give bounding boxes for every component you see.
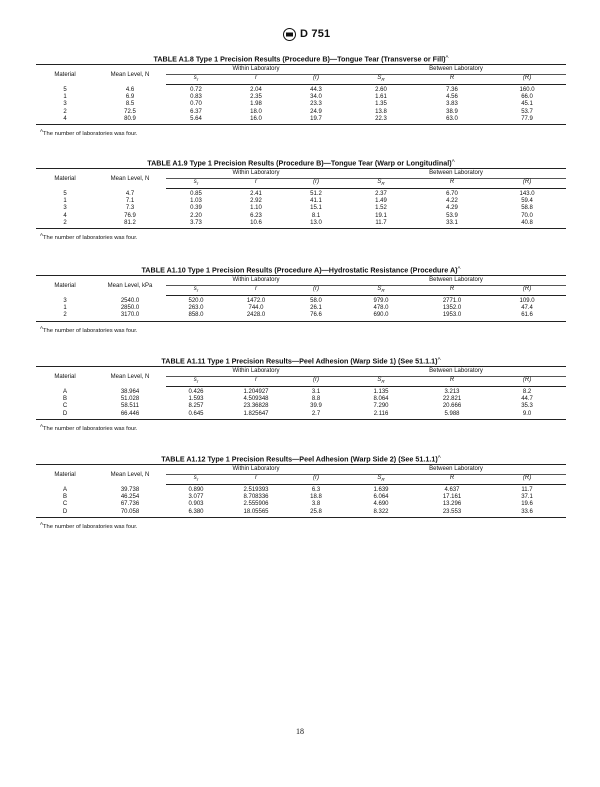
table-cell: 0.70 — [190, 101, 202, 108]
table-cell: 1.825647 — [226, 411, 286, 420]
table-cell: 1.35 — [375, 101, 387, 108]
table-cell: 5 — [63, 190, 67, 197]
table-cell: 1.593 — [188, 396, 204, 403]
r-paren-header: (r) — [286, 474, 346, 484]
table-cell: 25.8 — [286, 509, 346, 518]
table-cell: 2771.0 — [442, 297, 462, 304]
table-a1-9-block — [36, 156, 566, 241]
table-cell: 23.3 — [310, 101, 322, 108]
table-row — [36, 305, 566, 312]
table-cell: 8.5 — [125, 101, 135, 108]
table-cell: 1 — [63, 94, 67, 101]
table-cell: 8.1 — [311, 212, 321, 219]
table-cell: 81.2 — [94, 220, 166, 229]
precision-table — [36, 366, 566, 419]
table-cell: 0.426 — [188, 388, 204, 395]
table-cell: 2.116 — [346, 411, 416, 420]
table-cell: 8.8 — [311, 396, 321, 403]
table-cell: 70.058 — [94, 509, 166, 518]
mean-level-header: Mean Level, kPa — [94, 276, 166, 296]
table-row — [36, 213, 566, 220]
table-cell: 5.64 — [166, 116, 226, 125]
mean-level-header: Mean Level, N — [94, 65, 166, 85]
table-row — [36, 109, 566, 116]
table-cell: 2 — [36, 312, 94, 321]
table-cell: 1.10 — [250, 205, 262, 212]
table-cell: B — [62, 494, 67, 501]
within-lab-header: Within Laboratory — [166, 169, 346, 178]
table-row — [36, 396, 566, 403]
R-header: R — [416, 285, 488, 295]
r-header: r — [226, 474, 286, 484]
table-cell: 4.56 — [446, 94, 458, 101]
table-row — [36, 84, 566, 94]
table-cell: 8.322 — [346, 509, 416, 518]
table-cell: 76.9 — [124, 212, 136, 219]
table-cell: 39.738 — [120, 486, 140, 493]
page-header — [0, 26, 600, 46]
table-cell: 4.6 — [125, 86, 135, 93]
table-cell: A — [62, 388, 67, 395]
mean-level-header: Mean Level, N — [94, 169, 166, 189]
table-cell: 67.736 — [120, 501, 140, 508]
table-footnote: $^A$The number of laboratories was four. — [40, 324, 138, 334]
table-cell: 3.8 — [311, 501, 321, 508]
table-cell: 1352.0 — [442, 305, 462, 312]
sr-header: $s_r$ — [166, 74, 226, 84]
table-cell: 44.3 — [310, 86, 322, 93]
table-row — [36, 403, 566, 410]
table-cell: 17.161 — [442, 494, 462, 501]
table-cell: 19.1 — [375, 212, 387, 219]
table-cell: 8.064 — [373, 396, 389, 403]
table-cell: 58.0 — [310, 297, 322, 304]
material-header: Material — [36, 465, 94, 485]
sR-header: $S_R$ — [346, 285, 416, 295]
table-cell: 26.1 — [310, 305, 322, 312]
sR-header: $S_R$ — [346, 376, 416, 386]
table-cell: 6.70 — [446, 190, 458, 197]
table-cell: 70.0 — [521, 212, 533, 219]
r-paren-header: (r) — [286, 178, 346, 188]
table-cell: 23.553 — [416, 509, 488, 518]
table-footnote: $^A$The number of laboratories was four. — [40, 128, 138, 137]
table-cell: 8.708336 — [243, 494, 269, 501]
within-lab-header: Within Laboratory — [166, 465, 346, 474]
table-cell: 5 — [63, 86, 67, 93]
R-paren-header: (R) — [488, 74, 566, 84]
table-cell: 2 — [63, 108, 67, 115]
table-row — [36, 188, 566, 198]
table-row — [36, 494, 566, 501]
table-cell: C — [62, 501, 68, 508]
table-cell: 51.028 — [120, 396, 140, 403]
table-row — [36, 501, 566, 508]
between-lab-header: Between Laboratory — [346, 276, 566, 285]
table-cell: 18.05565 — [226, 509, 286, 518]
precision-table — [36, 275, 566, 321]
sr-header: $s_r$ — [166, 178, 226, 188]
table-cell: 37.1 — [521, 494, 533, 501]
table-cell: 3 — [63, 205, 67, 212]
table-cell: 160.0 — [519, 86, 535, 93]
table-title: TABLE A1.11 Type 1 Precision Results—Peel Adhesion (Warp Side 1) (See 51.1.1)$^A$ — [161, 356, 441, 366]
table-cell: 40.8 — [488, 220, 566, 229]
table-cell: 4.7 — [125, 190, 135, 197]
table-cell: 51.2 — [310, 190, 322, 197]
table-cell: 1.639 — [373, 486, 389, 493]
table-cell: 0.890 — [188, 486, 204, 493]
table-cell: 13.8 — [375, 108, 387, 115]
table-cell: 4 — [36, 116, 94, 125]
table-title: TABLE A1.10 Type 1 Precision Results (Procedure A)—Hydrostatic Resistance (Procedure A)$^A$ — [141, 265, 461, 275]
table-cell: 8.257 — [188, 403, 204, 410]
table-cell: 61.6 — [488, 312, 566, 321]
table-cell: 478.0 — [373, 305, 389, 312]
within-lab-header: Within Laboratory — [166, 367, 346, 376]
table-cell: 2.41 — [250, 190, 262, 197]
table-row — [36, 220, 566, 229]
within-lab-header: Within Laboratory — [166, 276, 346, 285]
table-cell: 22.3 — [346, 116, 416, 125]
table-row — [36, 116, 566, 125]
precision-table — [36, 464, 566, 517]
between-lab-header: Between Laboratory — [346, 367, 566, 376]
table-row — [36, 94, 566, 101]
table-cell: 3170.0 — [94, 312, 166, 321]
table-cell: 858.0 — [166, 312, 226, 321]
table-cell: 1.135 — [373, 388, 389, 395]
table-cell: 520.0 — [188, 297, 204, 304]
table-cell: 4.22 — [446, 198, 458, 205]
table-cell: 1.61 — [375, 94, 387, 101]
table-footnote: $^A$The number of laboratories was four. — [40, 422, 138, 432]
table-cell: 33.6 — [488, 509, 566, 518]
table-cell: 53.7 — [521, 108, 533, 115]
table-cell: 1 — [63, 198, 67, 205]
r-paren-header: (r) — [286, 376, 346, 386]
table-cell: A — [62, 486, 67, 493]
table-cell: 33.1 — [416, 220, 488, 229]
table-a1-8-block — [36, 52, 566, 137]
table-cell: 38.964 — [120, 388, 140, 395]
table-row — [36, 198, 566, 205]
table-cell: 11.7 — [521, 486, 533, 493]
table-cell: 39.9 — [310, 403, 322, 410]
table-cell: 1 — [63, 305, 67, 312]
table-cell: 45.1 — [521, 101, 533, 108]
table-cell: 22.821 — [442, 396, 462, 403]
table-cell: 4.509348 — [243, 396, 269, 403]
table-cell: 3 — [63, 297, 67, 304]
page-number: 18 — [296, 727, 304, 736]
table-cell: 76.6 — [286, 312, 346, 321]
table-cell: 0.39 — [190, 205, 202, 212]
table-cell: 2.35 — [250, 94, 262, 101]
table-row — [36, 312, 566, 321]
table-cell: 46.254 — [120, 494, 140, 501]
material-header: Material — [36, 169, 94, 189]
table-cell: 979.0 — [373, 297, 389, 304]
table-cell: 66.446 — [94, 411, 166, 420]
table-cell: 2.7 — [286, 411, 346, 420]
table-cell: 18.8 — [310, 494, 322, 501]
table-cell: 19.6 — [521, 501, 533, 508]
table-cell: 4.29 — [446, 205, 458, 212]
r-paren-header: (r) — [286, 285, 346, 295]
table-cell: 3.83 — [446, 101, 458, 108]
table-cell: 263.0 — [188, 305, 204, 312]
r-header: r — [226, 285, 286, 295]
table-cell: 72.5 — [124, 108, 136, 115]
table-cell: 13.0 — [286, 220, 346, 229]
table-cell: 4.637 — [444, 486, 460, 493]
table-cell: 1953.0 — [416, 312, 488, 321]
table-cell: 3.213 — [444, 388, 460, 395]
table-cell: 15.1 — [310, 205, 322, 212]
table-cell: 7.1 — [125, 198, 135, 205]
between-lab-header: Between Laboratory — [346, 65, 566, 74]
material-header: Material — [36, 65, 94, 85]
table-title: TABLE A1.8 Type 1 Precision Results (Procedure B)—Tongue Tear (Transverse or Fill)$^A$ — [153, 54, 449, 64]
table-cell: 80.9 — [94, 116, 166, 125]
table-cell: B — [62, 396, 67, 403]
table-cell: 6.37 — [190, 108, 202, 115]
table-cell: C — [62, 403, 68, 410]
table-a1-12-block — [36, 452, 566, 530]
table-cell: 2540.0 — [120, 297, 140, 304]
table-cell: 5.988 — [416, 411, 488, 420]
table-cell: 19.7 — [286, 116, 346, 125]
table-cell: 0.85 — [190, 190, 202, 197]
table-title: TABLE A1.12 Type 1 Precision Results—Peel Adhesion (Warp Side 2) (See 51.1.1)$^A$ — [161, 454, 441, 464]
table-cell: 66.0 — [521, 94, 533, 101]
table-row — [36, 509, 566, 518]
table-cell: 4.690 — [373, 501, 389, 508]
table-cell: 38.9 — [446, 108, 458, 115]
table-row — [36, 101, 566, 108]
table-cell: 2 — [36, 220, 94, 229]
table-cell: 2.519393 — [243, 486, 269, 493]
r-paren-header: (r) — [286, 74, 346, 84]
table-cell: 3.077 — [188, 494, 204, 501]
mean-level-header: Mean Level, N — [94, 367, 166, 387]
table-cell: D — [36, 509, 94, 518]
table-footnote: $^A$The number of laboratories was four. — [40, 232, 138, 241]
table-cell: 34.0 — [310, 94, 322, 101]
table-cell: 2850.0 — [120, 305, 140, 312]
table-cell: 58.8 — [521, 205, 533, 212]
table-cell: 143.0 — [519, 190, 535, 197]
R-paren-header: (R) — [488, 285, 566, 295]
table-cell: 6.064 — [373, 494, 389, 501]
precision-table — [36, 168, 566, 229]
table-cell: 47.4 — [521, 305, 533, 312]
table-cell: 0.903 — [188, 501, 204, 508]
table-cell: 7.36 — [446, 86, 458, 93]
table-cell: 744.0 — [248, 305, 264, 312]
table-cell: 7.290 — [373, 403, 389, 410]
R-header: R — [416, 74, 488, 84]
table-cell: 3.1 — [311, 388, 321, 395]
table-cell: 0.83 — [190, 94, 202, 101]
sR-header: $S_R$ — [346, 474, 416, 484]
table-cell: 109.0 — [519, 297, 535, 304]
table-footnote: $^A$The number of laboratories was four. — [40, 520, 138, 530]
table-row — [36, 411, 566, 420]
sr-header: $s_r$ — [166, 474, 226, 484]
table-cell: 2.555906 — [243, 501, 269, 508]
table-cell: 1472.0 — [246, 297, 266, 304]
table-cell: 6.9 — [125, 94, 135, 101]
table-cell: 7.3 — [125, 205, 135, 212]
R-header: R — [416, 376, 488, 386]
sR-header: $S_R$ — [346, 74, 416, 84]
material-header: Material — [36, 367, 94, 387]
table-cell: 44.7 — [521, 396, 533, 403]
table-cell: 2.04 — [250, 86, 262, 93]
sr-header: $s_r$ — [166, 285, 226, 295]
table-cell: 59.4 — [521, 198, 533, 205]
table-cell: 1.52 — [375, 205, 387, 212]
table-cell: 63.0 — [416, 116, 488, 125]
table-cell: 58.511 — [121, 403, 139, 410]
sr-header: $s_r$ — [166, 376, 226, 386]
R-paren-header: (R) — [488, 474, 566, 484]
table-cell: 10.6 — [226, 220, 286, 229]
table-cell: 23.36828 — [243, 403, 269, 410]
table-cell: 13.296 — [442, 501, 462, 508]
table-cell: 2.37 — [375, 190, 387, 197]
standard-designation: D 751 — [300, 28, 331, 40]
table-cell: 2428.0 — [226, 312, 286, 321]
between-lab-header: Between Laboratory — [346, 465, 566, 474]
r-header: r — [226, 376, 286, 386]
table-cell: D — [36, 411, 94, 420]
between-lab-header: Between Laboratory — [346, 169, 566, 178]
table-cell: 6.3 — [311, 486, 321, 493]
table-cell: 1.49 — [375, 198, 387, 205]
table-cell: 41.1 — [310, 198, 322, 205]
table-cell: 8.2 — [522, 388, 532, 395]
table-cell: 6.380 — [166, 509, 226, 518]
table-cell: 1.204927 — [243, 388, 269, 395]
R-header: R — [416, 474, 488, 484]
table-cell: 3 — [63, 101, 67, 108]
table-cell: 16.0 — [226, 116, 286, 125]
table-cell: 1.98 — [250, 101, 262, 108]
table-cell: 20.666 — [442, 403, 462, 410]
table-cell: 9.0 — [488, 411, 566, 420]
table-cell: 0.72 — [190, 86, 202, 93]
sR-header: $S_R$ — [346, 178, 416, 188]
table-cell: 24.9 — [310, 108, 322, 115]
table-cell: 6.23 — [250, 212, 262, 219]
precision-table — [36, 64, 566, 125]
r-header: r — [226, 74, 286, 84]
table-cell: 2.20 — [190, 212, 202, 219]
table-cell: 2.60 — [375, 86, 387, 93]
table-cell: 11.7 — [346, 220, 416, 229]
table-cell: 53.9 — [446, 212, 458, 219]
table-cell: 690.0 — [346, 312, 416, 321]
R-header: R — [416, 178, 488, 188]
table-row — [36, 386, 566, 396]
within-lab-header: Within Laboratory — [166, 65, 346, 74]
R-paren-header: (R) — [488, 376, 566, 386]
table-cell: 1.03 — [190, 198, 202, 205]
table-a1-10-block — [36, 263, 566, 334]
table-cell: 18.0 — [250, 108, 262, 115]
R-paren-header: (R) — [488, 178, 566, 188]
table-row — [36, 205, 566, 212]
table-cell: 4 — [63, 212, 67, 219]
mean-level-header: Mean Level, N — [94, 465, 166, 485]
r-header: r — [226, 178, 286, 188]
table-a1-11-block — [36, 354, 566, 432]
table-cell: 2.92 — [250, 198, 262, 205]
table-cell: 77.9 — [488, 116, 566, 125]
table-cell: 3.73 — [166, 220, 226, 229]
astm-logo-icon — [283, 28, 296, 41]
material-header: Material — [36, 276, 94, 296]
table-cell: 35.3 — [521, 403, 533, 410]
table-title: TABLE A1.9 Type 1 Precision Results (Procedure B)—Tongue Tear (Warp or Longitudinal)$^A$ — [147, 158, 455, 168]
table-row — [36, 484, 566, 494]
table-row — [36, 295, 566, 305]
table-cell: 0.645 — [166, 411, 226, 420]
